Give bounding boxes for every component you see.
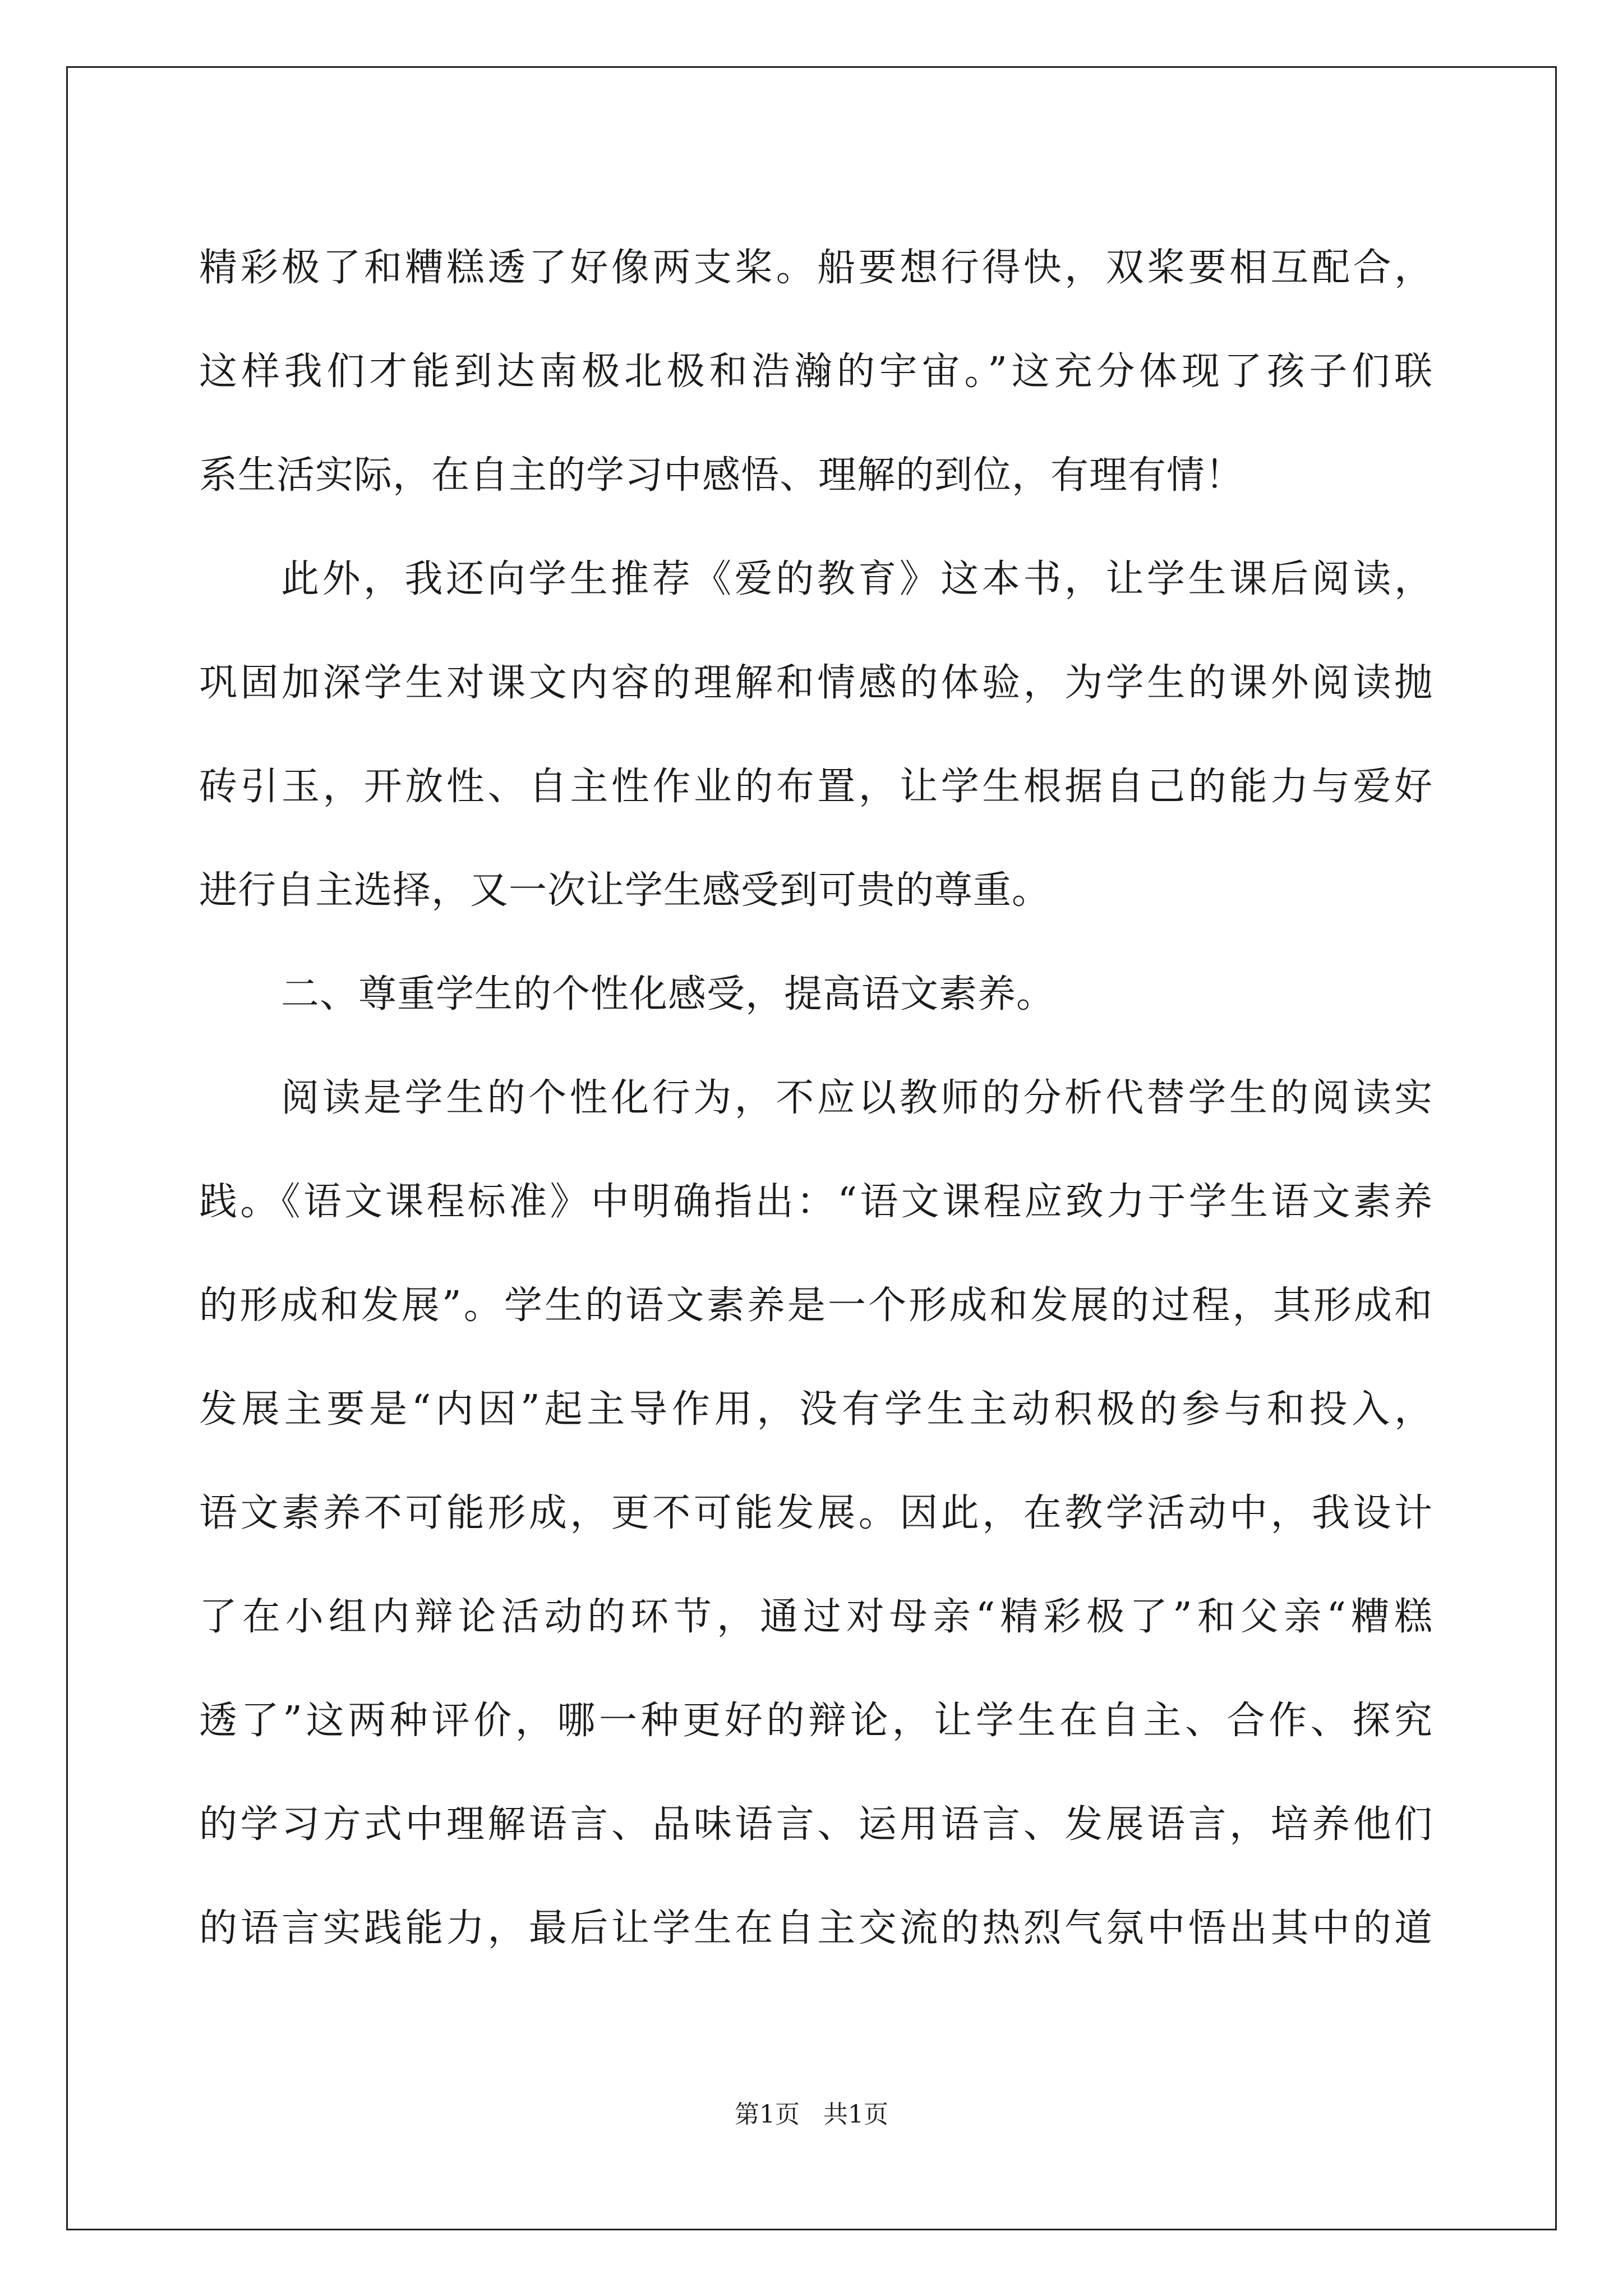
text-line: 的学习方式中理解语言、品味语言、运用语言、发展语言，培养他们 bbox=[199, 1802, 1433, 1847]
text-line: 精彩极了和糟糕透了好像两支桨。船要想行得快，双桨要相互配合， bbox=[199, 246, 1433, 290]
text-line: 的语言实践能力，最后让学生在自主交流的热烈气氛中悟出其中的道 bbox=[199, 1906, 1433, 1950]
document-body bbox=[199, 216, 1433, 1980]
text-line: 了在小组内辩论活动的环节，通过对母亲“精彩极了”和父亲“糟糕 bbox=[199, 1595, 1433, 1639]
text-line: 砖引玉，开放性、自主性作业的布置，让学生根据自己的能力与爱好 bbox=[199, 765, 1433, 809]
text-line: 的形成和发展”。学生的语文素养是一个形成和发展的过程，其形成和 bbox=[199, 1283, 1433, 1328]
text-line: 践。《语文课程标准》中明确指出：“语文课程应致力于学生语文素养 bbox=[199, 1180, 1433, 1224]
text-line: 发展主要是“内因”起主导作用，没有学生主动积极的参与和投入， bbox=[199, 1387, 1433, 1432]
page-footer bbox=[0, 2098, 1623, 2132]
page-total: 共1页 bbox=[823, 2100, 888, 2129]
page-number: 第1页 bbox=[735, 2100, 800, 2129]
text-line: 系生活实际，在自主的学习中感悟、理解的到位，有理有情！ bbox=[199, 453, 1244, 498]
paragraph-first-line: 阅读是学生的个性化行为，不应以教师的分析代替学生的阅读实 bbox=[281, 1076, 1433, 1120]
text-line: 语文素养不可能形成，更不可能发展。因此，在教学活动中，我设计 bbox=[199, 1491, 1433, 1535]
text-line: 巩固加深学生对课文内容的理解和情感的体验，为学生的课外阅读抛 bbox=[199, 661, 1433, 705]
section-heading: 二、尊重学生的个性化感受，提高语文素养。 bbox=[281, 972, 1055, 1016]
text-line: 进行自主选择，又一次让学生感受到可贵的尊重。 bbox=[199, 868, 1051, 913]
text-line: 这样我们才能到达南极北极和浩瀚的宇宙。”这充分体现了孩子们联 bbox=[199, 349, 1433, 394]
text-line: 透了”这两种评价，哪一种更好的辩论，让学生在自主、合作、探究 bbox=[199, 1699, 1433, 1743]
paragraph-first-line: 此外，我还向学生推荐《爱的教育》这本书，让学生课后阅读， bbox=[281, 557, 1433, 601]
